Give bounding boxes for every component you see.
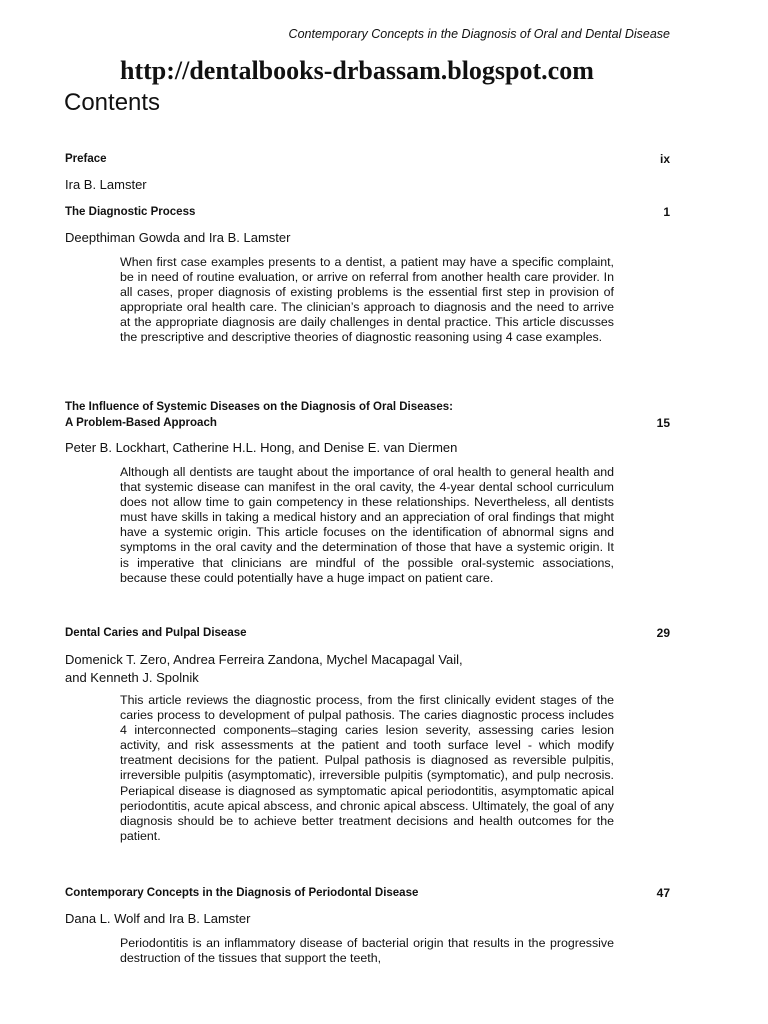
- contents-title: Contents: [64, 89, 161, 116]
- abstract-systemic-diseases: Although all dentists are taught about the importance of oral health to general health and that systemic disease can manifest in the oral cavity, the 4-year dental school curriculum does not allow time to gain competency in these relationships. Nevertheless, all dentists must have skills in taking a medical history and an appreciation of oral findings that might have a systemic origin. This article focuses on the identification of abnormal signs and symptoms in the oral cavity and the determination of those that have a systemic origin. It is imperative that clinicians are mindful of the possible oral-systemic associations, because these could potentially have a huge impact on patient care.: [120, 465, 614, 585]
- entry-title-dental-caries: Dental Caries and Pulpal Disease: [65, 627, 247, 639]
- authors-dental-caries-line2: and Kenneth J. Spolnik: [65, 670, 199, 685]
- authors-systemic-diseases: Peter B. Lockhart, Catherine H.L. Hong, and Denise E. van Diermen: [65, 440, 458, 455]
- page-number-preface: ix: [659, 152, 670, 166]
- watermark-url: http://dentalbooks-drbassam.blogspot.com: [120, 56, 594, 85]
- abstract-diagnostic-process: When first case examples presents to a dentist, a patient may have a specific complaint, be in need of routine evaluation, or arrive on referral from another health care provider. In all cases, proper diagnosis of existing problems is the essential first step in provision of appropriate oral health care. The clinician’s approach to diagnosis and the need to arrive at the appropriate diagnosis are daily challenges in dental practice. This article discusses the prescriptive and descriptive theories of diagnostic reasoning using 4 case examples.: [120, 255, 614, 345]
- entry-title-systemic-diseases: [65, 400, 453, 431]
- entry-title-preface: Preface: [65, 153, 107, 165]
- page-number-systemic-diseases: 15: [656, 416, 670, 430]
- abstract-dental-caries: This article reviews the diagnostic process, from the first clinically evident stages of the caries process to development of pulpal pathosis. The caries diagnostic process includes 4 interconnected components–staging caries lesion severity, assessing caries lesion activity, and risk assessments at the patient and tooth surface level - which modify treatment decisions for the patient. Pulpal pathosis is diagnosed as reversible pulpitis, irreversible pulpitis (asymptomatic), irreversible pulpitis (symptomatic), and pulp necrosis. Periapical disease is diagnosed as symptomatic apical periodontitis, asymptomatic apical periodontitis, acute apical abscess, and chronic apical abscess. Ultimately, the goal of any diagnosis should be to achieve better treatment decisions and health outcomes for the patient.: [120, 693, 614, 843]
- entry-title-periodontal: Contemporary Concepts in the Diagnosis of Periodontal Disease: [65, 887, 419, 899]
- authors-diagnostic-process: Deepthiman Gowda and Ira B. Lamster: [65, 230, 291, 245]
- page-number-diagnostic-process: 1: [663, 205, 670, 219]
- entry-title-diagnostic-process: The Diagnostic Process: [65, 206, 196, 218]
- authors-dental-caries-line1: Domenick T. Zero, Andrea Ferreira Zandona, Mychel Macapagal Vail,: [65, 652, 463, 667]
- authors-periodontal: Dana L. Wolf and Ira B. Lamster: [65, 911, 251, 926]
- page-number-periodontal: 47: [656, 886, 670, 900]
- entry-title-systemic-line1: The Influence of Systemic Diseases on the Diagnosis of Oral Diseases:: [65, 401, 453, 413]
- running-header: Contemporary Concepts in the Diagnosis of Oral and Dental Disease: [288, 27, 670, 41]
- authors-preface: Ira B. Lamster: [65, 177, 147, 192]
- authors-dental-caries: [65, 651, 463, 687]
- entry-title-systemic-line2: A Problem-Based Approach: [65, 416, 217, 429]
- abstract-periodontal: Periodontitis is an inflammatory disease of bacterial origin that results in the progressive destruction of the tissues that support the teeth,: [120, 936, 614, 966]
- page-number-dental-caries: 29: [656, 626, 670, 640]
